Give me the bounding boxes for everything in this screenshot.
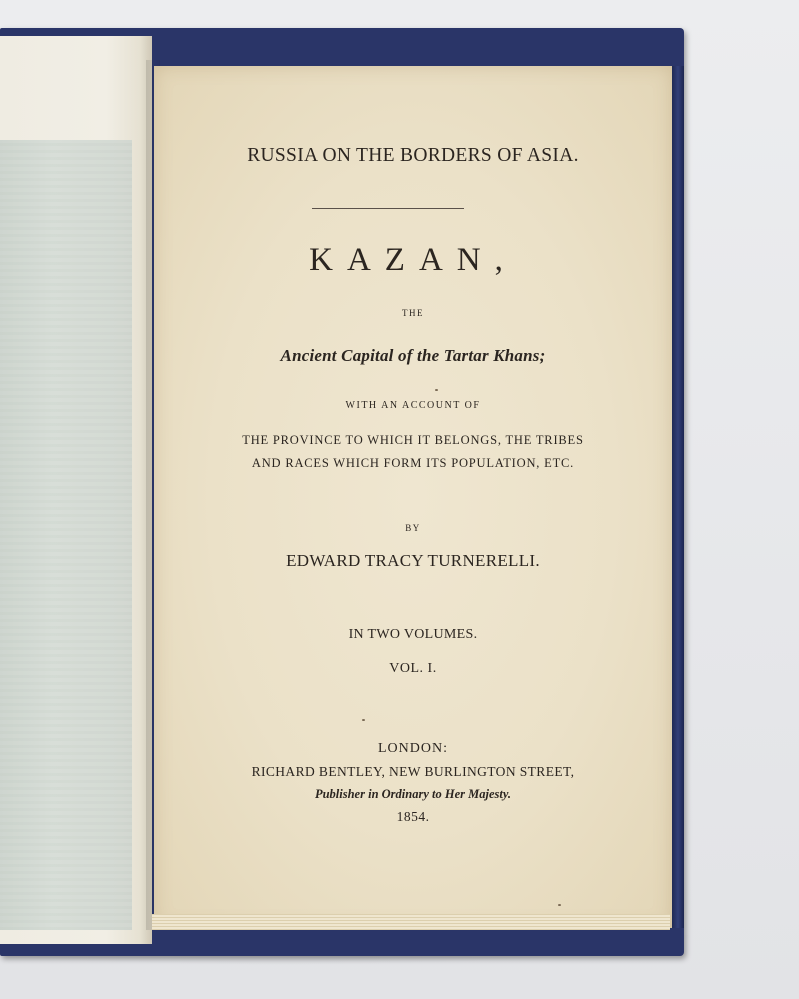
volume-count: IN TWO VOLUMES. [348, 627, 478, 642]
book-title: KAZAN, [309, 242, 517, 278]
cover-edge [672, 66, 684, 928]
foxing-speck [558, 904, 561, 906]
with-account-line: WITH AN ACCOUNT OF [345, 400, 481, 411]
left-endpaper [0, 36, 152, 944]
foxing-speck [362, 719, 365, 721]
description-line-1: THE PROVINCE TO WHICH IT BELONGS, THE TRIBES [242, 433, 584, 447]
by-line: BY [405, 523, 421, 533]
title-rule [312, 208, 464, 209]
publisher-role: Publisher in Ordinary to Her Majesty. [314, 787, 512, 801]
author-name: EDWARD TRACY TURNERELLI. [286, 551, 540, 570]
faded-frontispiece [0, 140, 132, 930]
foxing-speck [435, 389, 438, 391]
page-edges [152, 914, 670, 930]
description-line-2: AND RACES WHICH FORM ITS POPULATION, ETC. [251, 456, 575, 470]
book-subtitle: Ancient Capital of the Tartar Khans; [280, 346, 546, 365]
imprint-publisher: RICHARD BENTLEY, NEW BURLINGTON STREET, [251, 764, 575, 779]
imprint-year: 1854. [396, 809, 430, 824]
series-title: RUSSIA ON THE BORDERS OF ASIA. [247, 145, 579, 166]
imprint-city: LONDON: [378, 741, 448, 756]
volume-number: VOL. I. [389, 661, 437, 676]
connector-the: THE [402, 308, 424, 318]
